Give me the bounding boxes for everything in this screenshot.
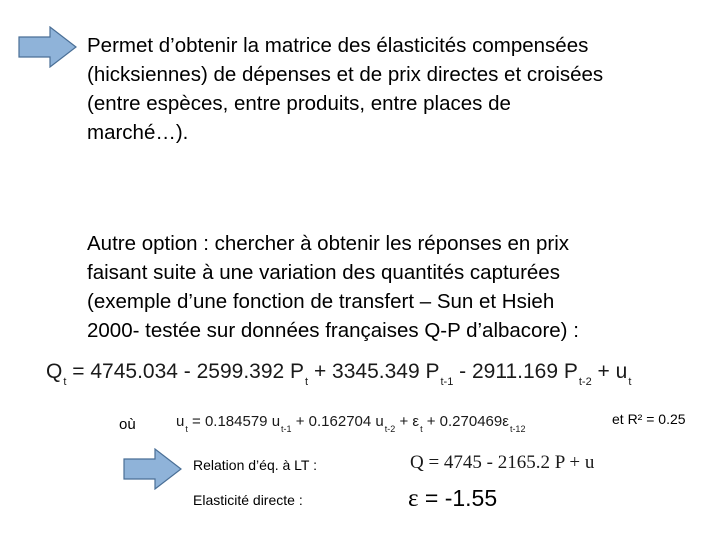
ut-term-1-sub: t-1 bbox=[281, 424, 292, 434]
eq-lhs: Q bbox=[46, 360, 63, 383]
where-label: où bbox=[119, 416, 136, 433]
epsilon-symbol: ε bbox=[408, 485, 419, 512]
long-term-equation: Q = 4745 - 2165.2 P + u bbox=[410, 452, 595, 473]
elasticity-value bbox=[408, 485, 497, 513]
ut-lhs: u bbox=[176, 413, 185, 430]
right-arrow-icon bbox=[123, 448, 183, 490]
ut-term-2-sub: t-2 bbox=[384, 424, 396, 434]
eq-term-1: = 4745.034 - 2599.392 P bbox=[72, 360, 305, 383]
ut-term-4-sub: t-12 bbox=[509, 424, 526, 434]
eq-term-4: + u bbox=[597, 360, 628, 383]
transfer-function-equation bbox=[46, 360, 631, 388]
ut-term-1: = 0.184579 u bbox=[192, 413, 281, 430]
eq-lhs-sub: t bbox=[63, 376, 67, 388]
eq-term-3-sub: t-2 bbox=[578, 376, 592, 388]
ut-term-3: + ε bbox=[399, 413, 420, 430]
residual-equation bbox=[176, 413, 525, 434]
direct-elasticity-label: Elasticité directe : bbox=[193, 492, 303, 508]
eq-term-4-sub: t bbox=[628, 376, 632, 388]
ut-term-3-sub: t bbox=[420, 424, 423, 434]
ut-term-2: + 0.162704 u bbox=[295, 413, 384, 430]
alternative-option-paragraph: Autre option : chercher à obtenir les réponses en prix faisant suite à une variation des quantités capturées (exemple d’une fonction de transfert – Sun et Hsieh 2000- testée sur données françaises Q-P d’albacore) : bbox=[87, 232, 579, 342]
ut-lhs-sub: t bbox=[185, 424, 188, 434]
eq-term-2: + 3345.349 P bbox=[313, 360, 440, 383]
ut-term-4: + 0.270469ε bbox=[426, 413, 509, 430]
description-paragraph: Permet d’obtenir la matrice des élasticités compensées (hicksiennes) de dépenses et de prix directes et croisées (entre espèces, entre produits, entre places de marché…). bbox=[87, 34, 604, 144]
eq-term-2-sub: t-1 bbox=[440, 376, 454, 388]
r-squared-note: et R² = 0.25 bbox=[612, 411, 686, 427]
right-arrow-icon bbox=[18, 26, 78, 68]
eq-term-3: - 2911.169 P bbox=[459, 360, 578, 383]
elasticity-number: = -1.55 bbox=[424, 485, 498, 511]
eq-term-1-sub: t bbox=[305, 376, 309, 388]
long-term-relation-label: Relation d’éq. à LT : bbox=[193, 457, 318, 473]
